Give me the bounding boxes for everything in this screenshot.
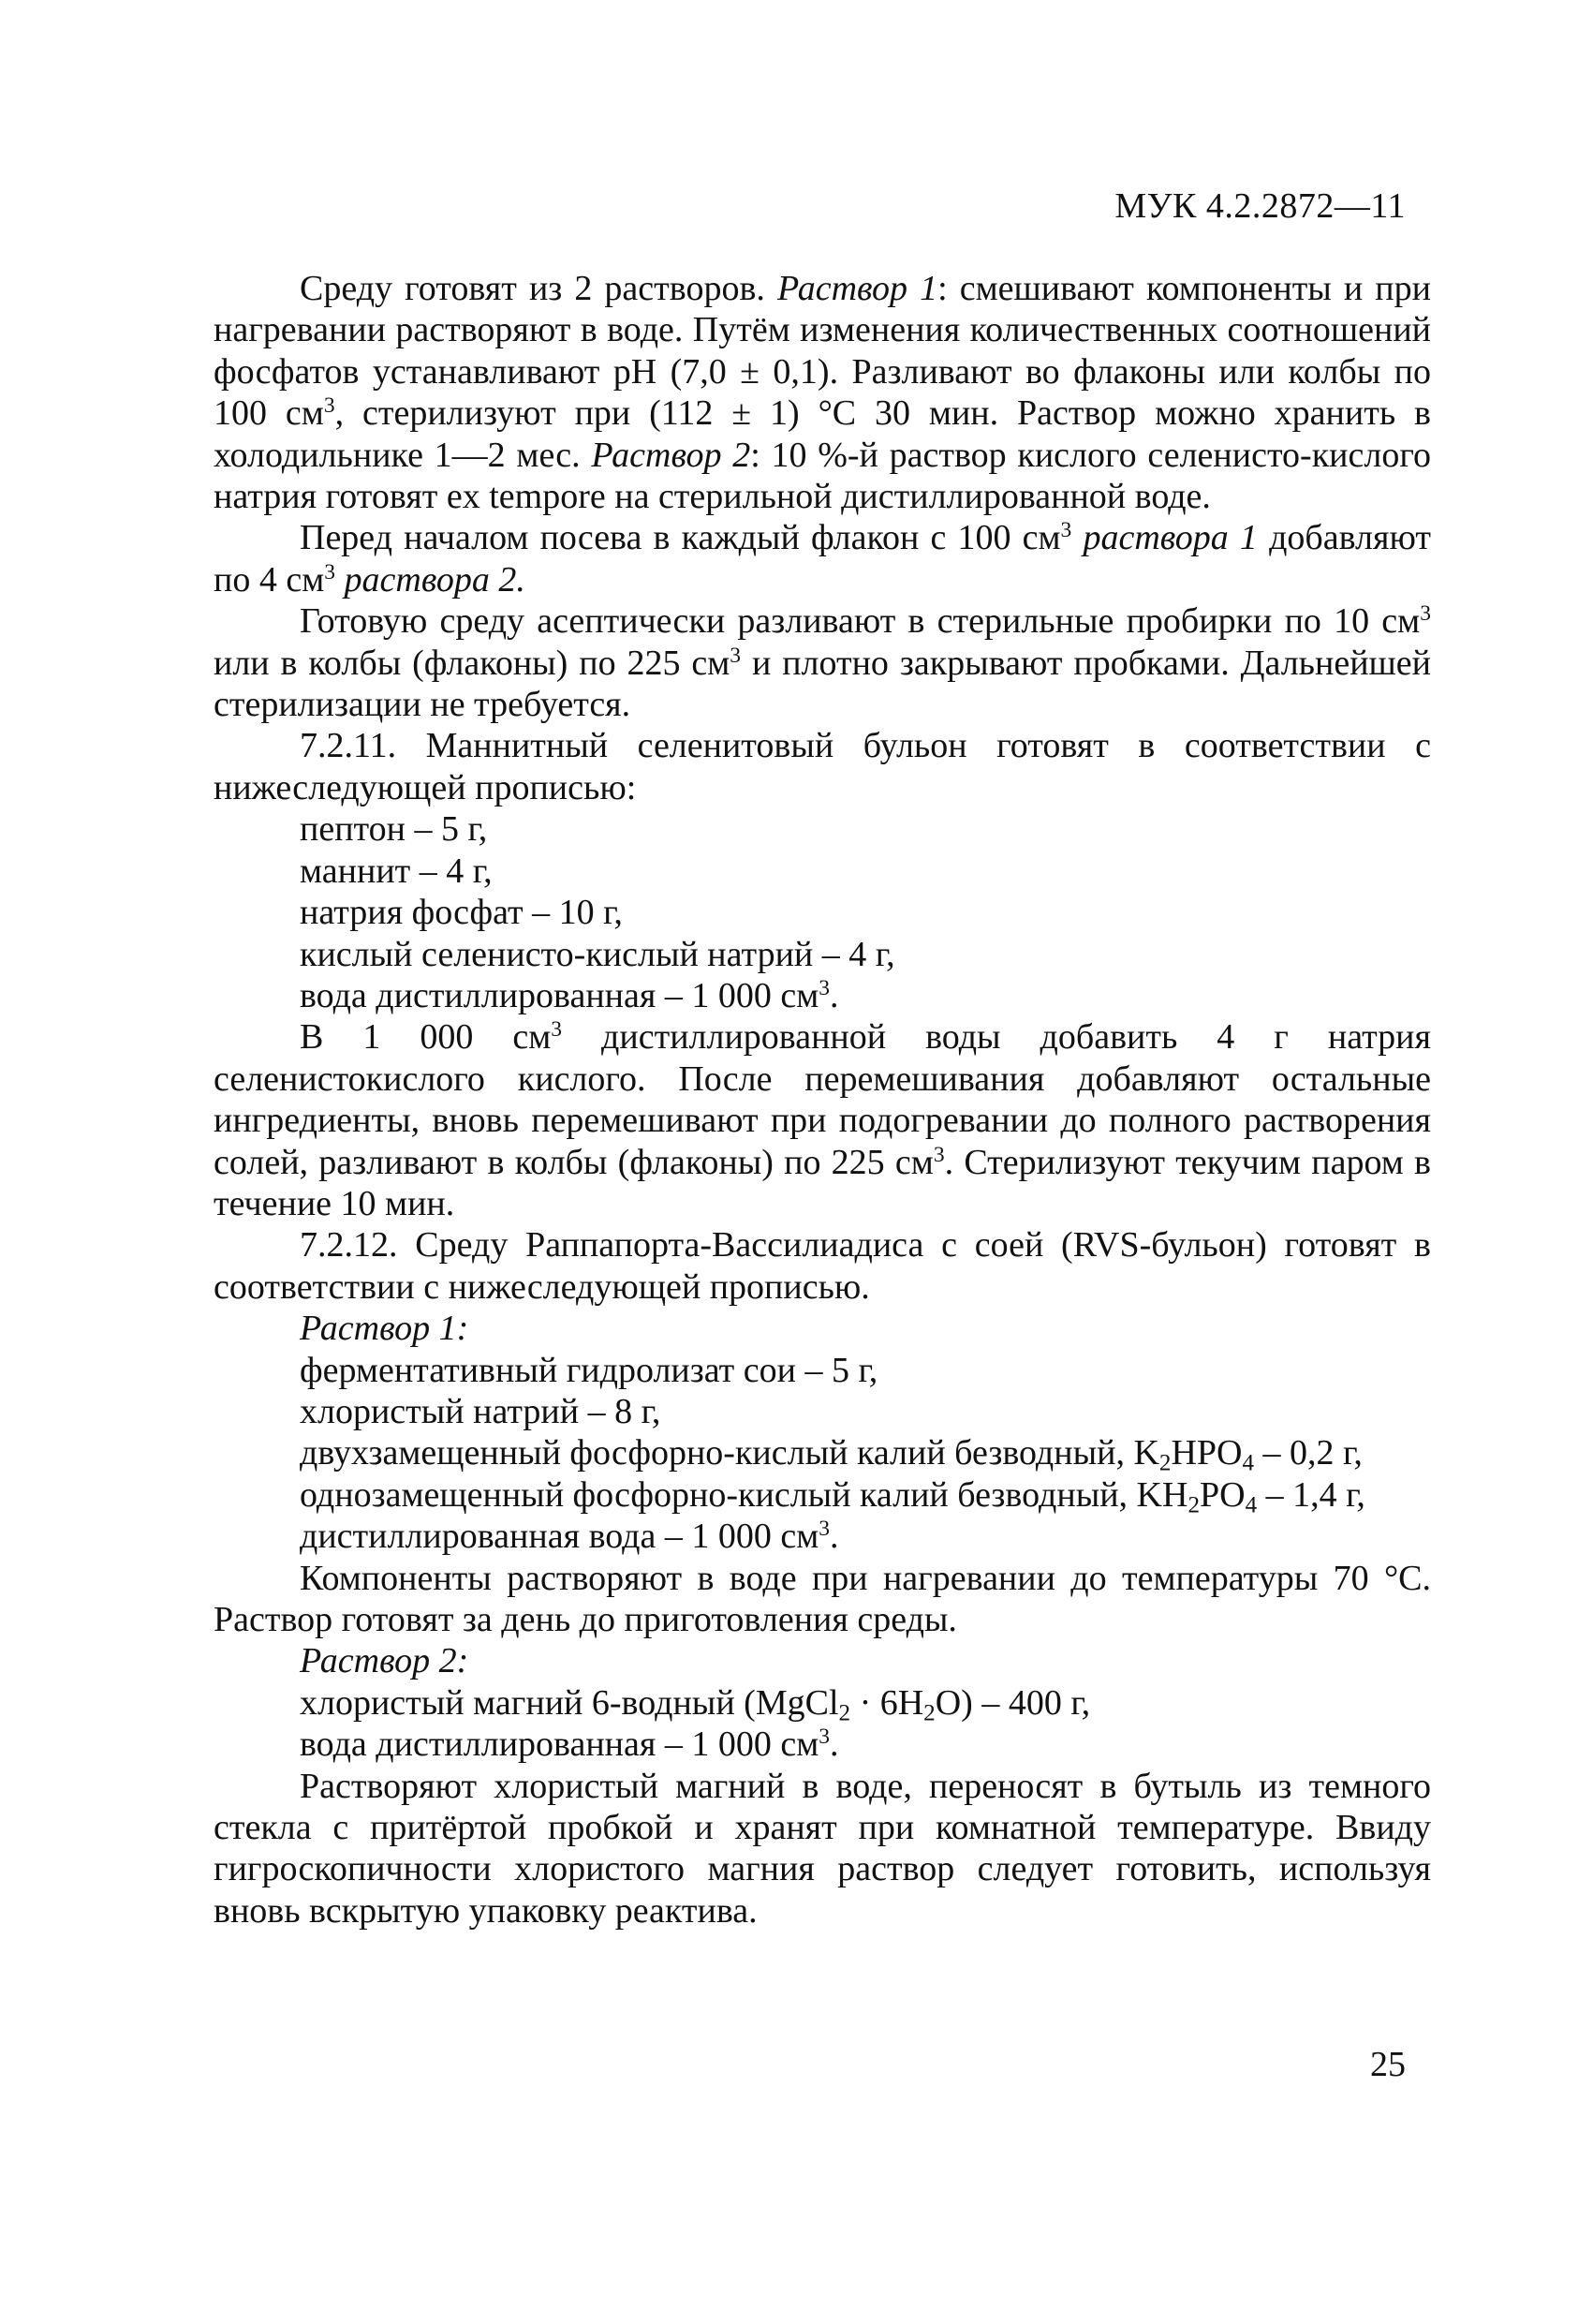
paragraph-before-seeding: Перед началом посева в каждый флакон с 100 $см^3$ раствора 1 добавляют по 4 $см^3$ раствора 2. xyxy=(214,518,1431,600)
recipe-rvs-solution-1 xyxy=(214,1350,1431,1558)
paragraph-mannitol-preparation: В 1 000 $см^3$ дистиллированной воды добавить 4 г натрия селенистокислого кислого. После перемешивания добавляют остальные ингредиенты, вновь перемешивают при подогревании до полного растворения солей, разливают в колбы (флаконы) по 225 $см^3$. Стерилизуют текучим паром в течение 10 мин. xyxy=(214,1017,1431,1223)
list-item: двухзамещенный фосфорно-кислый калий безводный, K2HPO4 – 0,2 г, xyxy=(300,1433,1363,1476)
paragraph-dissolve-components: Компоненты растворяют в воде при нагревании до температуры 70 °С. Раствор готовят за день до приготовления среды. xyxy=(214,1558,1431,1639)
list-item: хлористый натрий – 8 г, xyxy=(300,1391,661,1431)
recipe-rvs-solution-2 xyxy=(214,1682,1431,1766)
paragraph-solutions-intro: Среду готовят из 2 растворов. Раствор 1: смешивают компоненты и при нагревании растворяют в воде. Путём изменения количественных соотношений фосфатов устанавливают рН (7,0 ± 0,1). Разливают во флаконы или колбы по 100 $см^3$, стерилизуют при (112 ± 1) °С 30 мин. Раствор можно хранить в холодильнике 1—2 мес. Раствор 2: 10 %-й раствор кислого селенисто-кислого натрия готовят ex tempore на стерильной дистиллированной воде. xyxy=(214,269,1431,517)
list-item: дистиллированная вода – 1 000 $см^3$. xyxy=(300,1517,839,1557)
page-number: 25 xyxy=(1370,2045,1406,2084)
paragraph-7-2-11: 7.2.11. Маннитный селенитовый бульон готовят в соответствии с нижеследующей прописью: xyxy=(214,726,1431,807)
list-item: кислый селенисто-кислый натрий – 4 г, xyxy=(300,934,895,974)
list-item: однозамещенный фосфорно-кислый калий безводный, KH2PO4 – 1,4 г, xyxy=(300,1474,1365,1518)
list-item: натрия фосфат – 10 г, xyxy=(300,893,623,933)
list-item: пептон – 5 г, xyxy=(300,809,488,850)
list-item: ферментативный гидролизат сои – 5 г, xyxy=(300,1350,878,1390)
list-item: вода дистиллированная – 1 000 $см^3$. xyxy=(300,1724,839,1765)
solution-2-label: Раствор 2: xyxy=(300,1641,469,1681)
paragraph-magnesium-storage: Растворяют хлористый магний в воде, переносят в бутыль из темного стекла с притёртой пробкой и хранят при комнатной температуре. Ввиду гигроскопичности хлористого магния раствор следует готовить, используя вновь вскрытую упаковку реактива. xyxy=(214,1766,1431,1931)
recipe-mannitol-selenite xyxy=(214,808,1431,1016)
list-item: маннит – 4 г, xyxy=(300,851,493,891)
document-code-header: МУК 4.2.2872—11 xyxy=(1114,186,1406,226)
list-item: хлористый магний 6-водный (MgCl2 · 6H2O) – 400 г, xyxy=(300,1682,1091,1726)
solution-1-label: Раствор 1: xyxy=(300,1309,469,1349)
paragraph-7-2-12: 7.2.12. Среду Раппапорта-Вассилиадиса с соей (RVS-бульон) готовят в соответствии с нижеследующей прописью. xyxy=(214,1225,1431,1307)
list-item: вода дистиллированная – 1 000 $см^3$. xyxy=(300,975,839,1015)
paragraph-aseptic-dispensing: Готовую среду асептически разливают в стерильные пробирки по 10 $см^3$ или в колбы (флаконы) по 225 $см^3$ и плотно закрывают пробками. Дальнейшей стерилизации не требуется. xyxy=(214,601,1432,725)
page-body xyxy=(214,268,1431,1932)
